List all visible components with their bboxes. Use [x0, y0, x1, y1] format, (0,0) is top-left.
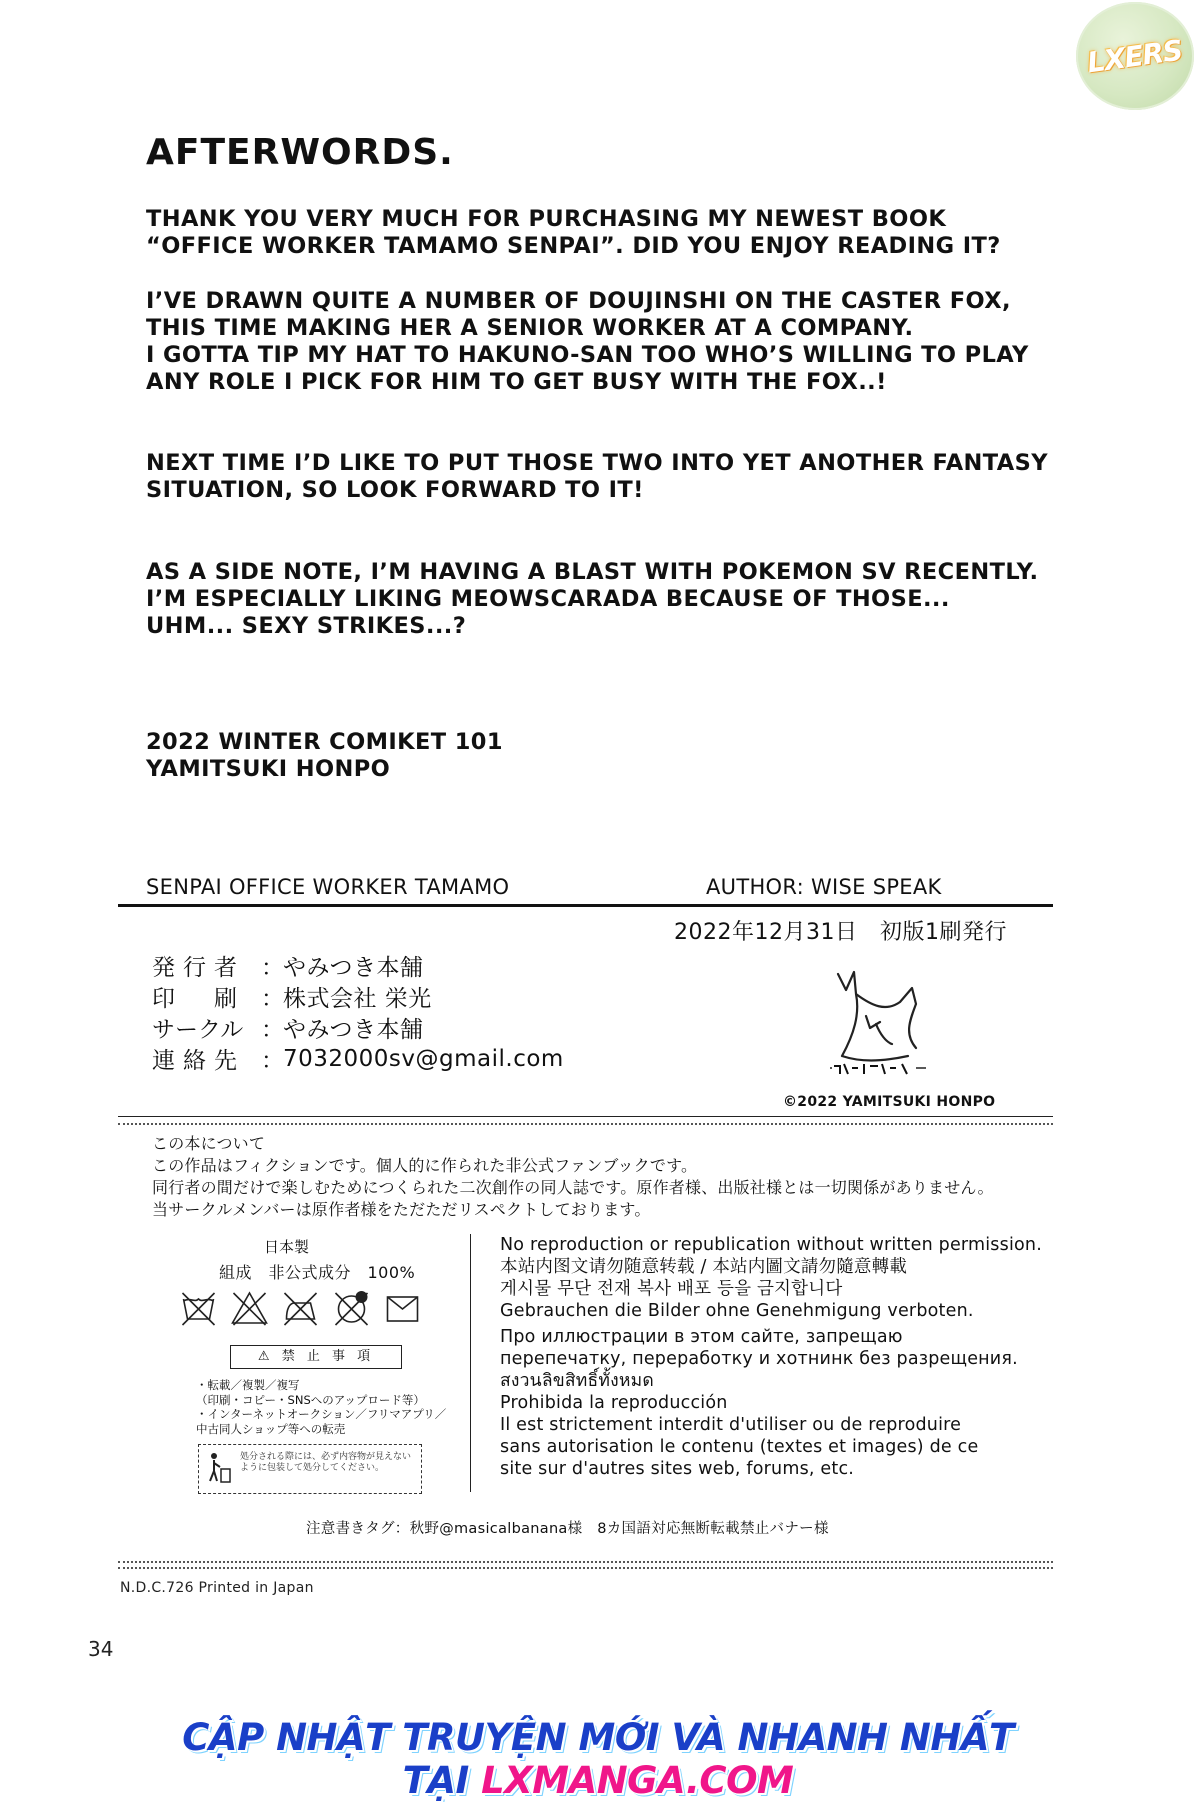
info-value: やみつき本舗	[283, 955, 424, 981]
notice-line: Prohibida la reproducción	[500, 1393, 728, 1413]
info-value: 株式会社 栄光	[283, 986, 432, 1012]
afterword-title: AFTERWORDS.	[146, 132, 454, 173]
notice-line: 게시물 무단 전재 복사 배포 등을 금지합니다	[500, 1279, 843, 1299]
ndc-printed-in: N.D.C.726 Printed in Japan	[120, 1580, 314, 1596]
info-label: サークル	[152, 1017, 244, 1043]
no-wash-icon	[178, 1289, 219, 1329]
dotted-divider	[118, 1561, 1053, 1563]
notice-line: No reproduction or republication without written permission.	[500, 1235, 1042, 1255]
logo-text: LXERS	[1085, 33, 1185, 79]
notice-line: перепечатку, переработку и хотнинк без разрещения.	[500, 1349, 1018, 1369]
page-number: 34	[88, 1637, 114, 1661]
trash-disposal-icon	[206, 1451, 232, 1485]
promo-site-link[interactable]: LXMANGA.COM	[481, 1759, 794, 1802]
no-iron-icon	[280, 1289, 321, 1329]
info-row-printer	[152, 981, 564, 1012]
info-separator: ：	[261, 1017, 284, 1043]
info-label: 連絡先	[152, 1048, 245, 1074]
copyright-text: ©2022 YAMITSUKI HONPO	[783, 1094, 996, 1110]
info-separator: ：	[261, 955, 284, 981]
notice-line: สงวนลิขสิทธิ์ทั้งหมด	[500, 1371, 654, 1391]
no-bleach-icon	[229, 1289, 270, 1329]
fox-mascot-icon	[820, 964, 938, 1082]
colophon-author: AUTHOR: WISE SPEAK	[706, 875, 942, 899]
info-separator: ：	[261, 1048, 284, 1074]
notice-line: sans autorisation le contenu (textes et images) de ce	[500, 1437, 979, 1457]
divider	[118, 904, 1053, 907]
colophon-book-title: SENPAI OFFICE WORKER TAMAMO	[146, 875, 510, 899]
info-label: 発行者	[152, 955, 245, 981]
no-tumble-dry-icon	[382, 1289, 423, 1329]
tag-credits: 注意書きタグ：秋野@masicalbanana様 8カ国語対応無断転載禁止バナー様	[306, 1521, 829, 1537]
about-section	[152, 1133, 994, 1221]
info-separator: ：	[261, 986, 284, 1012]
notice-line: Il est strictement interdit d'utiliser ou de reproduire	[500, 1415, 962, 1435]
afterword-signature: 2022 WINTER COMIKET 101 YAMITSUKI HONPO	[146, 729, 503, 782]
info-value: やみつき本舗	[283, 1017, 424, 1043]
site-logo[interactable]	[1076, 2, 1194, 110]
info-row-publisher	[152, 950, 564, 981]
no-dryclean-icon	[331, 1289, 372, 1329]
colophon-info-list	[152, 950, 564, 1074]
afterword-paragraph: AS A SIDE NOTE, I’M HAVING A BLAST WITH POKEMON SV RECENTLY. I’M ESPECIALLY LIKING MEOWSCARADA BECAUSE OF THOSE... UHM... SEXY STRIKES...?	[146, 559, 1039, 639]
prohibited-items-heading: ⚠ 禁 止 事 項	[230, 1345, 402, 1369]
afterword-paragraph: I’VE DRAWN QUITE A NUMBER OF DOUJINSHI ON THE CASTER FOX, THIS TIME MAKING HER A SENIOR WORKER AT A COMPANY. I GOTTA TIP MY HAT TO HAKUNO-SAN TOO WHO’S WILLING TO PLAY ANY ROLE I PICK FOR HIM TO GET BUSY WITH THE FOX..!	[146, 288, 1029, 395]
composition-label: 組成 非公式成分 100%	[219, 1263, 416, 1282]
info-row-circle	[152, 1012, 564, 1043]
disposal-notice-text: 処分される際には、必ず内容物が見えないように包装して処分してください。	[240, 1452, 412, 1473]
promo-text: CẬP NHẬT TRUYỆN MỚI VÀ NHANH NHẤT TẠI	[182, 1716, 1014, 1802]
divider	[470, 1234, 471, 1492]
about-line: この作品はフィクションです。個人的に作られた非公式ファンブックです。	[152, 1156, 698, 1175]
info-row-contact	[152, 1043, 564, 1074]
made-in-label: 日本製	[264, 1238, 310, 1256]
about-line: 当サークルメンバーは原作者様をただただリスペクトしております。	[152, 1200, 651, 1219]
promo-banner[interactable]	[168, 1716, 1028, 1802]
notice-line: site sur d'autres sites web, forums, etc.	[500, 1459, 855, 1479]
notice-line: Про иллюстрации в этом сайте, запрещаю	[500, 1327, 903, 1347]
divider	[118, 1116, 1053, 1117]
about-heading: この本について	[152, 1134, 266, 1153]
colophon-date: 2022年12月31日 初版1刷発行	[674, 920, 1007, 945]
about-line: 同行者の間だけで楽しむためにつくられた二次創作の同人誌です。原作者様、出版社様とは一切関係がありません。	[152, 1178, 994, 1197]
dotted-divider	[118, 1123, 1053, 1125]
notice-line: Gebrauchen die Bilder ohne Genehmigung verboten.	[500, 1301, 974, 1321]
reproduction-notice-list	[500, 1234, 1042, 1480]
care-icons	[178, 1289, 423, 1329]
afterword-paragraph: THANK YOU VERY MUCH FOR PURCHASING MY NEWEST BOOK “OFFICE WORKER TAMAMO SENPAI”. DID YOU ENJOY READING IT?	[146, 206, 1001, 259]
afterword-paragraph: NEXT TIME I’D LIKE TO PUT THOSE TWO INTO YET ANOTHER FANTASY SITUATION, SO LOOK FORWARD TO IT!	[146, 450, 1048, 503]
notice-line: 本站内图文请勿随意转载 / 本站内圖文請勿隨意轉載	[500, 1257, 908, 1277]
contact-email: 7032000sv@gmail.com	[283, 1045, 564, 1072]
dotted-divider	[118, 1567, 1053, 1569]
info-label: 印 刷	[152, 986, 245, 1012]
prohibited-items-list: ・転載／複製／複写 （印刷・コピー・SNSへのアップロード等） ・インターネットオークション／フリマアプリ／ 中古同人ショップ等への転売	[196, 1378, 447, 1436]
